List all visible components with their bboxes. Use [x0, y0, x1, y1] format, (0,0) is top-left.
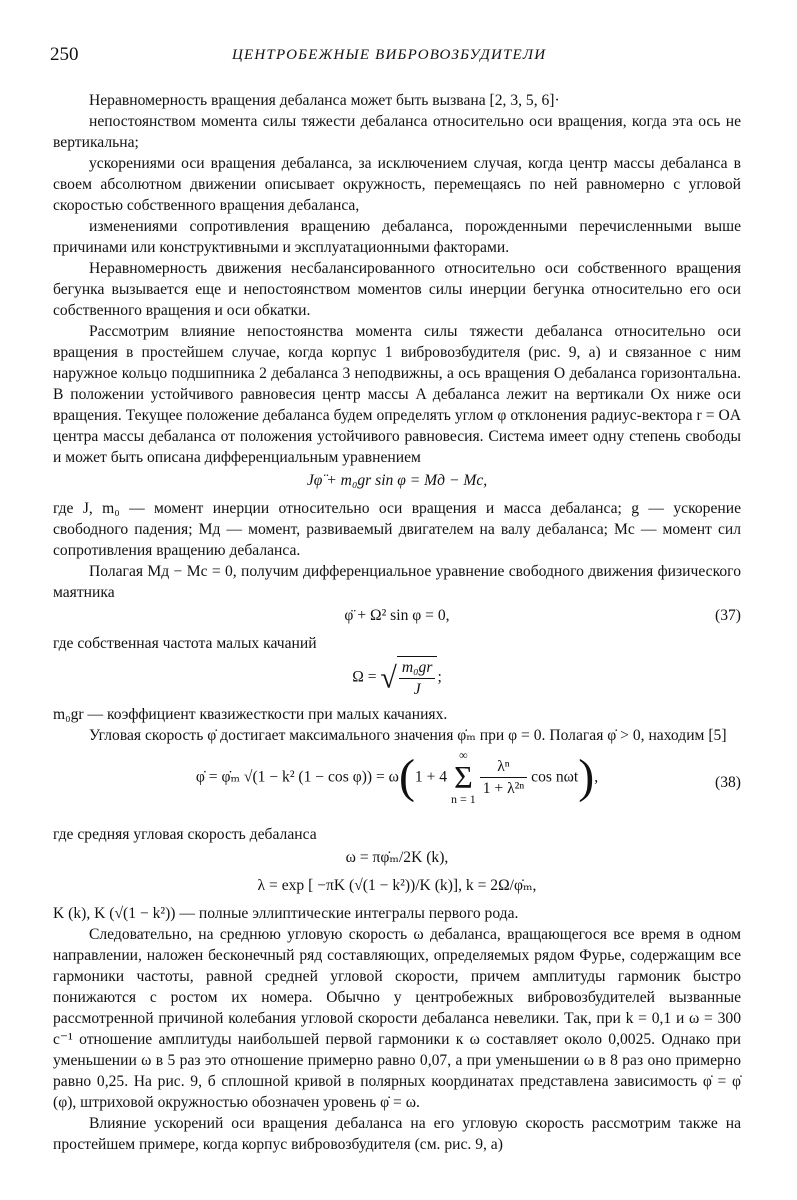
equation-text: φ̈ + Ω² sin φ = 0,	[344, 607, 450, 624]
paragraph: K (k), K (√(1 − k²)) — полные эллиптические интегралы первого рода.	[53, 905, 519, 922]
equation-motion	[53, 470, 741, 496]
equation-text: ω = πφ̇ₘ/2K (k),	[345, 849, 449, 866]
fraction-denominator: J	[413, 681, 421, 698]
equation-end: ;	[437, 668, 442, 686]
equation-lambda	[53, 875, 741, 901]
equation-tail: cos nωt	[531, 768, 579, 786]
equation-left: φ̇ = φ̇ₘ √(1 − k² (1 − cos φ)) = ω	[195, 768, 399, 786]
equation-text: Jφ̈ + m₀gr sin φ = Mд − Mс,	[306, 472, 488, 489]
equation-37	[53, 605, 741, 631]
page-body	[53, 90, 741, 1155]
sum-sigma: Σ	[454, 759, 473, 795]
equation-number: (37)	[715, 607, 741, 624]
equation-38: φ̇ = φ̇ₘ √(1 − k² (1 − cos φ)) = ω(1 + 4 ∞ Σ n = 1 $\frac{\text{λⁿ}}{\text{1 + λ²ⁿ}}$ cos nωt), (38)	[195, 748, 741, 806]
sum-bottom: n = 1	[451, 792, 476, 806]
paragraph: Неравномерность движения несбалансированного относительно оси собственного вращения бегунка вызывается еще и непостоянством моментов силы инерции бегунка относительно его оси собственного вращения и оси обкатки.	[53, 260, 741, 319]
sum-top: ∞	[459, 748, 468, 762]
page-header	[50, 44, 740, 72]
paragraph: где J, m₀ — момент инерции относительно оси вращения и масса дебаланса; g — ускорение свободного падения; Mд — момент, развиваемый двигателем на валу дебаланса; Mс — момент сил сопротивления вращению дебаланса.	[53, 500, 741, 559]
equation-left: Ω =	[352, 668, 381, 686]
fraction-numerator: λⁿ	[480, 756, 528, 778]
paragraph: непостоянством момента силы тяжести дебаланса относительно оси вращения, когда эта ось не вертикальна;	[53, 113, 741, 151]
paragraph: m₀gr — коэффициент квазижесткости при малых качаниях.	[53, 706, 448, 723]
paragraph: Неравномерность вращения дебаланса может быть вызвана [2, 3, 5, 6]·	[89, 92, 560, 109]
sum-operator	[451, 748, 476, 806]
equation-fraction	[397, 656, 438, 700]
paragraph: Полагая Mд − Mс = 0, получим дифференциальное уравнение свободного движения физического маятника	[53, 563, 741, 601]
equation-mean-omega	[53, 847, 741, 873]
fraction-numerator: m₀gr	[399, 657, 436, 679]
paragraph: где собственная частота малых качаний	[53, 635, 317, 652]
paragraph: Следовательно, на среднюю угловую скорость ω дебаланса, вращающегося все время в одном направлении, наложен бесконечный ряд составляющих, определяемых рядом Фурье, содержащим все гармоники частоты, равной средней угловой скорости, причем амплитуды гармоник быстро понижаются с ростом их номера. Обычно у центробежных вибровозбудителей вызванные рассмотренной причиной колебания угловой скорости дебаланса невелики. Так, при k = 0,1 и ω = 300 с⁻¹ отношение амплитуды наибольшей первой гармоники к ω составляет около 0,0025. Однако при уменьшении ω в 5 раз это отношение примерно равно 0,07, а при уменьшении ω в 8 раз оно примерно равно 0,25. На рис. 9, б сплошной кривой в полярных координатах представлена зависимость φ̇ = φ̇ (φ), штриховой окружностью обозначен уровень φ̇ = ω.	[53, 926, 741, 1111]
running-title: ЦЕНТРОБЕЖНЫЕ ВИБРОВОЗБУДИТЕЛИ	[232, 47, 547, 63]
paragraph: Рассмотрим влияние непостоянства момента силы тяжести дебаланса относительно оси вращения в простейшем случае, когда корпус 1 вибровозбудителя (рис. 9, а) и связанное с ним наружное кольцо подшипника 2 дебаланса 3 неподвижны, а ось вращения O дебаланса горизонтальна. В положении устойчивого равновесия центр массы A дебаланса лежит на вертикали Ox ниже оси вращения. Текущее положение дебаланса будем определять углом φ отклонения радиус-вектора r = OA центра массы дебаланса от положения устойчивого равновесия. Система имеет одну степень свободы и может быть описана дифференциальным уравнением	[53, 323, 741, 466]
paragraph: где средняя угловая скорость дебаланса	[53, 826, 317, 843]
equation-omega: Ω = √ $\frac{\text{m₀gr}}{J}$ ;	[53, 656, 741, 702]
fraction-denominator: 1 + λ²ⁿ	[482, 779, 525, 797]
paragraph: Угловая скорость φ̇ достигает максимального значения φ̇ₘ при φ = 0. Полагая φ̇ > 0, находим [5]	[89, 727, 727, 744]
paragraph: ускорениями оси вращения дебаланса, за исключением случая, когда центр массы дебаланса в своем абсолютном движении описывает окружность, перемещаясь по ней равномерно с угловой скоростью собственного вращения дебаланса,	[53, 155, 741, 214]
equation-end: ,	[594, 768, 599, 786]
paragraph: изменениями сопротивления вращению дебаланса, порожденными перечисленными выше причинами или конструктивными и эксплуатационными факторами.	[53, 218, 741, 256]
equation-inner: 1 + 4	[414, 768, 448, 786]
paragraph: Влияние ускорений оси вращения дебаланса на его угловую скорость рассмотрим также на простейшем примере, когда корпус вибровозбудителя (см. рис. 9, а)	[53, 1115, 741, 1153]
equation-fraction	[480, 756, 528, 799]
equation-number: (38)	[715, 774, 741, 791]
page-number: 250	[50, 44, 79, 65]
equation-text: λ = exp [ −πK (√(1 − k²))/K (k)], k = 2Ω/φ̇ₘ,	[257, 877, 537, 894]
